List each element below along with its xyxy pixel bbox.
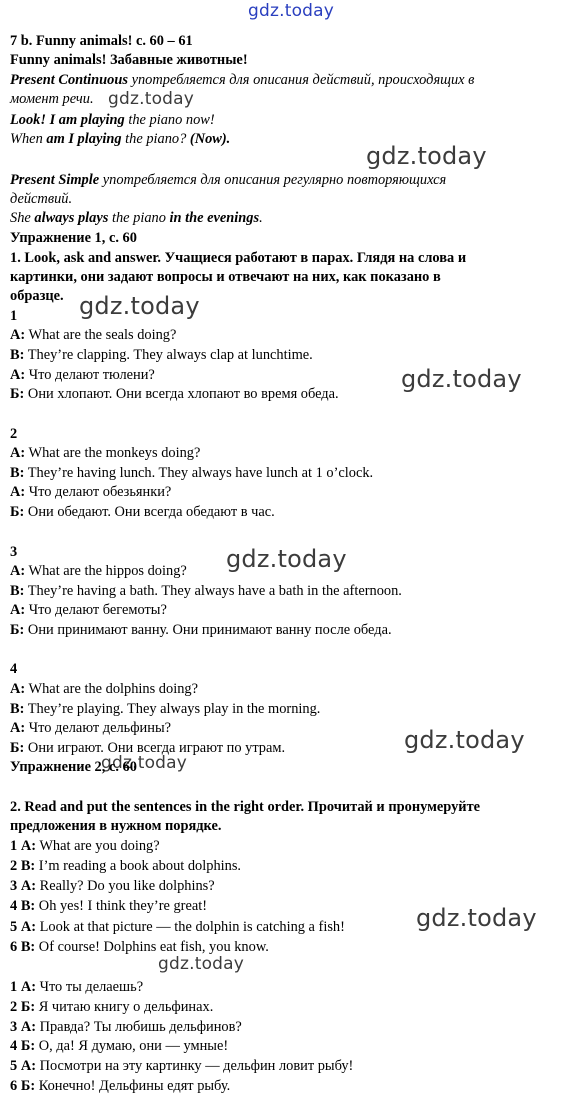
grammar-desc-line: момент речи. (10, 91, 94, 107)
grammar-example (10, 130, 230, 149)
line-text: Что делают обезьянки? (28, 484, 172, 500)
dialogue-line (10, 601, 167, 620)
exercise-heading: Упражнение 1, с. 60 (10, 230, 137, 246)
dialogue-line (10, 444, 200, 463)
dialogue-line (10, 562, 187, 581)
grammar-example (10, 209, 263, 228)
line-text: They’re having lunch. They always have lunch at 1 o’clock. (27, 465, 374, 481)
line-text: Конечно! Дельфины едят рыбу. (35, 1078, 231, 1094)
example-text: the piano? (121, 131, 190, 147)
line-text: I’m reading a book about dolphins. (35, 858, 242, 874)
line-text: What are the seals doing? (28, 327, 177, 343)
line-text: They’re having a bath. They always have a bath in the afternoon. (27, 583, 402, 599)
dialogue-line (10, 857, 241, 876)
exercise-instruction: 2. Read and put the sentences in the right order. Прочитай и пронумеруйте (10, 799, 481, 815)
dialogue-line (10, 366, 155, 385)
speaker-label: A: (10, 681, 26, 697)
example-text: the piano now! (124, 112, 215, 128)
page-subtitle: Funny animals! Забавные животные! (10, 52, 248, 68)
watermark: gdz.today (158, 954, 245, 974)
speaker-label: B: (10, 583, 25, 599)
line-text: Of course! Dolphins eat fish, you know. (35, 939, 269, 955)
watermark: gdz.today (248, 1, 335, 21)
dialogue-line (10, 1037, 228, 1056)
line-number: 2 (10, 999, 18, 1015)
line-text: What are the dolphins doing? (28, 681, 198, 697)
dialogue-line (10, 503, 275, 522)
example-text: . (259, 210, 263, 226)
speaker-label: B: (20, 898, 36, 914)
speaker-label: Б: (10, 740, 25, 756)
line-text: Что делают бегемоты? (28, 602, 167, 618)
line-text: What are the hippos doing? (28, 563, 187, 579)
watermark: gdz.today (401, 365, 522, 393)
grammar-rule (10, 171, 446, 190)
item-number: 3 (10, 544, 18, 560)
speaker-label: Б: (20, 1038, 36, 1054)
line-text: Really? Do you like dolphins? (36, 878, 215, 894)
page-title: 7 b. Funny animals! c. 60 – 61 (10, 33, 193, 49)
dialogue-line (10, 464, 373, 483)
example-highlight: always plays (34, 210, 109, 226)
dialogue-line (10, 1018, 242, 1037)
dialogue-line (10, 998, 213, 1017)
dialogue-line (10, 739, 285, 758)
line-text: They’re playing. They always play in the morning. (27, 701, 321, 717)
speaker-label: B: (10, 701, 25, 717)
line-text: Что делают тюлени? (28, 367, 155, 383)
speaker-label: A: (20, 878, 36, 894)
dialogue-line (10, 582, 402, 601)
watermark: gdz.today (404, 726, 525, 754)
dialogue-line (10, 978, 143, 997)
speaker-label: A: (10, 327, 26, 343)
line-text: О, да! Я думаю, они — умные! (35, 1038, 229, 1054)
dialogue-line (10, 877, 215, 896)
speaker-label: А: (10, 720, 26, 736)
line-text: Они хлопают. Они всегда хлопают во время обеда. (27, 386, 339, 402)
grammar-example (10, 111, 215, 130)
line-number: 4 (10, 898, 18, 914)
speaker-label: А: (20, 1058, 36, 1074)
example-highlight: am I playing (46, 131, 122, 147)
line-number: 6 (10, 1078, 18, 1094)
line-text: Они обедают. Они всегда обедают в час. (27, 504, 275, 520)
dialogue-line (10, 680, 198, 699)
speaker-label: А: (20, 979, 36, 995)
speaker-label: Б: (10, 504, 25, 520)
speaker-label: A: (20, 838, 36, 854)
line-text: They’re clapping. They always clap at lunchtime. (27, 347, 313, 363)
example-highlight: in the evenings (169, 210, 260, 226)
example-text: She (10, 210, 35, 226)
line-number: 1 (10, 979, 18, 995)
grammar-term: Present Simple (10, 172, 100, 188)
exercise-instruction: картинки, они задают вопросы и отвечают на них, как показано в (10, 269, 441, 285)
line-number: 6 (10, 939, 18, 955)
line-text: Oh yes! I think they’re great! (35, 898, 208, 914)
example-text: Look! I am (10, 112, 81, 128)
speaker-label: A: (20, 919, 36, 935)
line-number: 1 (10, 838, 18, 854)
item-number: 1 (10, 308, 18, 324)
example-highlight: playing (80, 112, 125, 128)
watermark: gdz.today (79, 292, 200, 320)
line-number: 3 (10, 878, 18, 894)
dialogue-line (10, 326, 176, 345)
exercise-instruction: предложения в нужном порядке. (10, 818, 222, 834)
line-text: What are the monkeys doing? (28, 445, 201, 461)
speaker-label: B: (20, 939, 36, 955)
line-text: What are you doing? (36, 838, 160, 854)
speaker-label: Б: (20, 1078, 36, 1094)
speaker-label: B: (10, 465, 25, 481)
item-number: 2 (10, 426, 18, 442)
grammar-desc-line: действий. (10, 191, 73, 207)
example-text: the piano (108, 210, 170, 226)
line-text: Посмотри на эту картинку — дельфин ловит рыбу! (36, 1058, 354, 1074)
grammar-term: Present Continuous (10, 72, 128, 88)
grammar-desc: употребляется для описания регулярно повторяющихся (99, 172, 447, 188)
speaker-label: A: (10, 563, 26, 579)
speaker-label: А: (10, 602, 26, 618)
line-number: 2 (10, 858, 18, 874)
exercise-heading: Упражнение 2, с. 60 (10, 759, 137, 775)
dialogue-line (10, 719, 171, 738)
speaker-label: Б: (10, 622, 25, 638)
line-number: 4 (10, 1038, 18, 1054)
grammar-desc: употребляется для описания действий, происходящих в (127, 72, 475, 88)
line-text: Они играют. Они всегда играют по утрам. (27, 740, 286, 756)
exercise-instruction: образце. (10, 288, 64, 304)
dialogue-line (10, 621, 392, 640)
dialogue-line (10, 837, 160, 856)
speaker-label: A: (10, 445, 26, 461)
watermark: gdz.today (226, 545, 347, 573)
example-text: When (10, 131, 47, 147)
speaker-label: B: (10, 347, 25, 363)
line-text: Что ты делаешь? (36, 979, 144, 995)
speaker-label: Б: (20, 999, 36, 1015)
dialogue-line (10, 897, 207, 916)
line-text: Правда? Ты любишь дельфинов? (36, 1019, 242, 1035)
grammar-rule (10, 71, 474, 90)
line-number: 3 (10, 1019, 18, 1035)
dialogue-line (10, 700, 320, 719)
dialogue-line (10, 938, 269, 957)
item-number: 4 (10, 661, 18, 677)
speaker-label: А: (20, 1019, 36, 1035)
speaker-label: А: (10, 484, 26, 500)
exercise-instruction: 1. Look, ask and answer. Учащиеся работают в парах. Глядя на слова и (10, 250, 467, 266)
dialogue-line (10, 918, 345, 937)
line-text: Look at that picture — the dolphin is catching a fish! (36, 919, 345, 935)
line-text: Они принимают ванну. Они принимают ванну после обеда. (27, 622, 392, 638)
watermark: gdz.today (366, 142, 487, 170)
line-text: Что делают дельфины? (28, 720, 172, 736)
watermark: gdz.today (101, 753, 188, 773)
dialogue-line (10, 483, 171, 502)
line-number: 5 (10, 919, 18, 935)
dialogue-line (10, 1077, 230, 1096)
line-number: 5 (10, 1058, 18, 1074)
dialogue-line (10, 1057, 353, 1076)
watermark: gdz.today (108, 89, 195, 109)
watermark: gdz.today (416, 904, 537, 932)
speaker-label: Б: (10, 386, 25, 402)
dialogue-line (10, 346, 313, 365)
line-text: Я читаю книгу о дельфинах. (35, 999, 214, 1015)
speaker-label: А: (10, 367, 26, 383)
example-highlight: (Now). (189, 131, 231, 147)
speaker-label: B: (20, 858, 36, 874)
dialogue-line (10, 385, 339, 404)
